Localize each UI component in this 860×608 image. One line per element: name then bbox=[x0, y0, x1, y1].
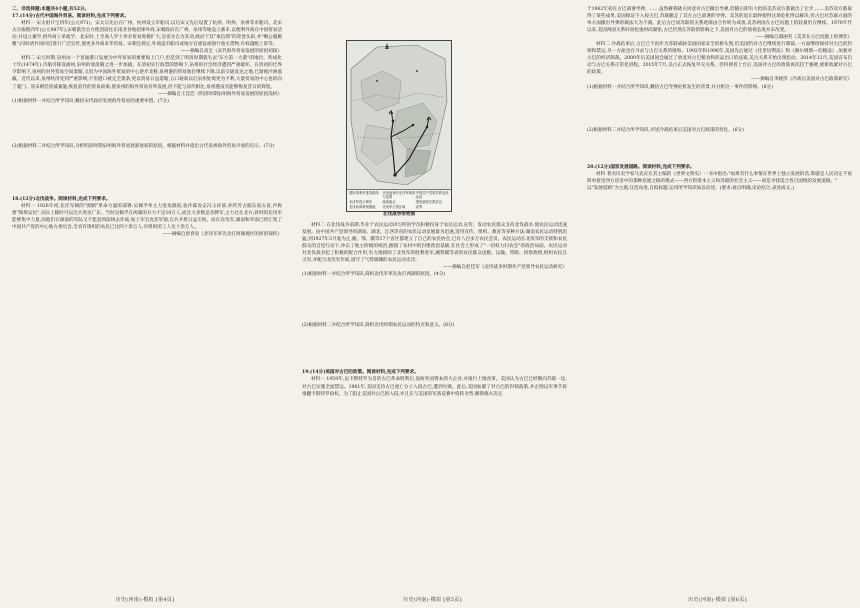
legend-item: 北伐前革命根据地 bbox=[349, 205, 376, 209]
q17-question-2: (2)根据材料二并结合所学知识,分析明清时期泉州海外贸易逐渐衰弱的原因。根据材料并指出古代泉州海外贸易兴衰的启示。(7分) bbox=[12, 143, 275, 149]
q18-material-1: 材料一 1926年初,北洋军阀的"围剿"革命力量的部署:吴佩孚率主力进攻湖南,张作霖攻击冯玉祥部,孙传芳占据东南五省,声称要"保境安民",实际上随时可以出兵进攻广东。当时吴佩孚在两湖的兵力不足10万人,而且大多数是杂牌军,主力还在北方;蒋时的北伐军能够集中力量,而他们在湖南的军队又不愿意到前线去作战,加上军官克扣军饷,官兵矛盾日益尖锐。而在北伐军,湖南和华南已经汇集了中国共产党的中心地方委员会,全省有组织的农民已达四十余万人,有组织的工人达十余万人。 bbox=[12, 203, 282, 230]
q19-material-1: 材料一 1959年,以卡斯特罗为首的古巴革命胜利后,没收外国资本的大企业,并推行土地改革。美国认为古巴已经倒向苏联一边,对古巴实施全面禁运。1961年,美国支持古巴流亡分子入侵古巴,遭到失败。此后,美国加紧了对古巴的封锁政策,并企图以军事手段推翻卡斯特罗政权。为了阻止美国对古巴的入侵,并且在与美国的军备竞赛中扭转劣势,赫鲁晓夫决定 bbox=[302, 377, 567, 397]
q18-material-1-source: ——摘编自唐春发《北伐军率先攻打两湖地区的原因探析》 bbox=[162, 231, 282, 237]
q18-question-2: (2)根据材料二并结合所学知识,简析北伐时期农民运动的特点和意义。(8分) bbox=[302, 323, 455, 329]
q17-heading: 17.(14分)古代中国海外贸易。阅读材料,完成下列要求。 bbox=[12, 14, 129, 20]
page-6 bbox=[575, 0, 860, 608]
legend-item: 北伐军攻占城市 bbox=[349, 200, 373, 204]
q19-material-1-source: ——摘编自邵丽英《美苏在古巴问题上的博弈》 bbox=[755, 35, 852, 41]
legend-item: 省界 bbox=[415, 205, 423, 209]
q19-material-2: 材料二 冷战结束后,古巴已不再作为苏联威胁美国国家安全的桥头堡,但美国仍对古巴继续进行制裁,一方面继续保持对古巴的封锁和禁运,另一方面也在寻求与古巴关系的缓和。1992年和1996年,美国先后通过《托里切利法》和《赫尔姆斯—伯顿法》,加强对古巴的经济制裁。2000年后美国国会通过了放宽对古巴粮食和药品出口的法案,美古关系开始出现松动。2014年12月,美国宣布启动与古巴关系正常化进程。2015年7月,美古正式恢复外交关系。但特朗普上台后,美国对古巴的政策再次趋于强硬,重新收紧对古巴的政策。 bbox=[587, 42, 852, 76]
q18-material-2-source: ——摘编自赵佳军《北伐战争时期共产党领导农民运动研究》 bbox=[442, 265, 567, 271]
q19-question-2: (2)根据材料二并结合所学知识,评述冷战结束后美国对古巴政策的变化。(6分) bbox=[587, 127, 744, 133]
legend-item: 北伐军占领区域 bbox=[382, 205, 406, 209]
legend-item: 中国共产党领导的农民运动 bbox=[415, 191, 449, 199]
section-heading: 二、非选择题:本题共4小题,共52分。 bbox=[12, 7, 90, 12]
q18-heading: 18.(12分)北伐战争。阅读材料,完成下列要求。 bbox=[12, 196, 111, 202]
q17-material-2-source: ——摘编自王佳恋《明清时期泉州海外贸易发展的原因浅析》 bbox=[157, 91, 282, 97]
map-legend bbox=[347, 189, 451, 211]
legend-item: 北伐战争时北洋军阀势力范围 bbox=[382, 191, 416, 199]
page-4-footer: 历史(河南)·模拟 [第4页] bbox=[115, 597, 175, 603]
page-6-footer: 历史(河南)·模拟 [第6页] bbox=[688, 597, 747, 603]
q20-material: 材料 著名历史学家马克垚在其主编的《世界文明史》一书中指出:"如果有什么事情在世界上独立发展的话,那就是人民决定不再简单接受西方话语中的那种发展之路的模式——西方的资本主义和苏联的社会主义——而是寻找适合各自国情的发展道路。" bbox=[587, 171, 852, 184]
q19-heading: 19.(14分)美国对古巴的政策。阅读材料,完成下列要求。 bbox=[302, 370, 419, 376]
legend-item: 战役地点 bbox=[382, 200, 396, 204]
q19-question-1: (1)根据材料一并结合所学知识,概括古巴导弹危机发生的背景,并分析这一事件的影响。(8分) bbox=[587, 84, 773, 90]
page-5-footer: 历史(河南)·模拟 [第5页] bbox=[403, 597, 462, 603]
q18-material-2: 材料二 在北伐战争前期,毕业于农民运动讲习所的学员积极投身于农民运动,宣传、发动农民群众支持北伐战争,使农民运动迅速发展。由中国共产党领导的湖南、湖北、江西等省的农民运动发展最为迅速,适用宣传、组织、教育等多种方法;湖南农民运动特别迅猛,到1927年3月底为止,湘、鄂、赣等17个省区都建立了自己的农民协会,已有八百多万农民会员。农民运动在北伐军的支援和农民群众的自觉行动下,冲击了地主阶级的统治,摧毁了农村中的封建政治基础,在社会上形成了"一切权力归农会"的政治局面。农民运动对北伐战争起了积极的配合作用,有力地援助了北伐军的胜利进军,湘鄂赣等省的农民群众送粮、运输、带路、侦察敌情,组织农民自卫军,并配合北伐军作战,谱写了气势磅礴的农民运动史诗。 bbox=[302, 223, 567, 264]
q17-material-2: 材料二 宋元时期,泉州由一个普通港口发展为中外贸易的重要海上门户,但是到了明清时期就失去"东方第一大港"的地位。明成化十年(1474年),市舶司移设福州,泉州的衰落随之进一步加剧。在清初实行海禁的影响下,泉州的社会经济遭到严重破坏。在清初的迁界令影响下,泉州的对外贸易空间萎缩,又因为中国海外贸易的中心逐步北移,泉州港的贸易地位继续下降,以前交通发达之地,已渐被沙洲遮蔽。近代以来,泉州经济受到严重影响,不但港口被完全萧条,更以贸易日益萎缩,五口通商以后泉州处境更为不利,大量贸易的中心也转向了厦门。清末朝廷恩威兼施,恢复前代的贸易政策,使泉州的海外贸易有所发展,但不能与前代相比,泉州港没有能够恢复昔日的辉煌。 bbox=[12, 56, 282, 90]
q17-material-1-source: ——摘编自高宏《宋代海外贸易发展的原因初探》 bbox=[180, 49, 282, 55]
q19-material-2-source: ——摘编自李晓彤《冷战后美国对古巴政策研究》 bbox=[750, 77, 852, 83]
q17-material-1: 材料一 宋太祖开宝四年(公元971)、宋太宗先后在广州、杭州设立市舶司,以后宋又先后设置了杭州、明州、泉州等市舶司。北宋太宗雍熙四年(公元987年),宋朝派出官方使团前往东南亚各地招徕外商,宋朝政府在广州、泉州等地设立蕃市,以便利外商在中国贸易活动,并设立蕃学,供外商子弟就学。北宋时,上至商人罗士奉争贸易规模扩大,皇帝亲自为其劝,政府于其"承信郎"的荣誉头衔,并"赐公服履靴";同时请共同回启进行广泛宣传,使更多外商来华贸易。宋朝还规定,外商违市舶司或地方官重征或强行收买货物,有权越级上诉等。 bbox=[12, 21, 282, 48]
page-4 bbox=[0, 0, 290, 608]
page-6-text bbox=[587, 6, 852, 192]
page-5-text bbox=[302, 222, 567, 398]
northern-expedition-map bbox=[346, 40, 452, 212]
legend-item: 国民政府迁都武汉 bbox=[415, 200, 443, 204]
q17-question-1: (1)根据材料一并结合所学知识,概括宋代政府发展海外贸易的重要举措。(7分) bbox=[12, 98, 169, 104]
q18-question-1: (1)根据材料一并结合所学知识,简析北伐军率先攻打两湖的原因。(4分) bbox=[302, 272, 446, 278]
legend-item: 国民革命军进攻路线 bbox=[349, 191, 379, 195]
map-graphic bbox=[347, 41, 451, 189]
q19-material-1-continued: 于1962年初在古巴部署导弹。……虽然赫鲁晓夫同意对古巴撤出导弹,但随后即有大批的美苏双方都做出了让步,……美苏双方都取得了某些成果,美国保证不入侵古巴,苏联撤走了其在古巴部署的导弹。美苏的退让最终使得这场危机得以解决,但古巴对苏联方面的单方面撤出导弹的做法大为不满。此后古巴同苏联的关系逐渐由合作转为戒备,美苏两国在古巴问题上的较量仍在继续。1970年代以来,美国两国关系时而松弛时而紧张,古巴仍然在苏联的影响之下,美国对古巴的敌视态度并未改变。 bbox=[587, 7, 852, 34]
page-5 bbox=[290, 0, 575, 608]
q20-question: 以"发展道路"为主题,任选角度,自拟标题,运用所学知识加以论述。(要求:观点明确,史论结合,表述成文。) bbox=[587, 185, 795, 191]
q20-heading: 20.(12分)国家发展道路。阅读材料,完成下列要求。 bbox=[587, 164, 695, 170]
map-caption: 北伐战争形势图 bbox=[382, 212, 416, 217]
page-4-text bbox=[12, 6, 282, 238]
